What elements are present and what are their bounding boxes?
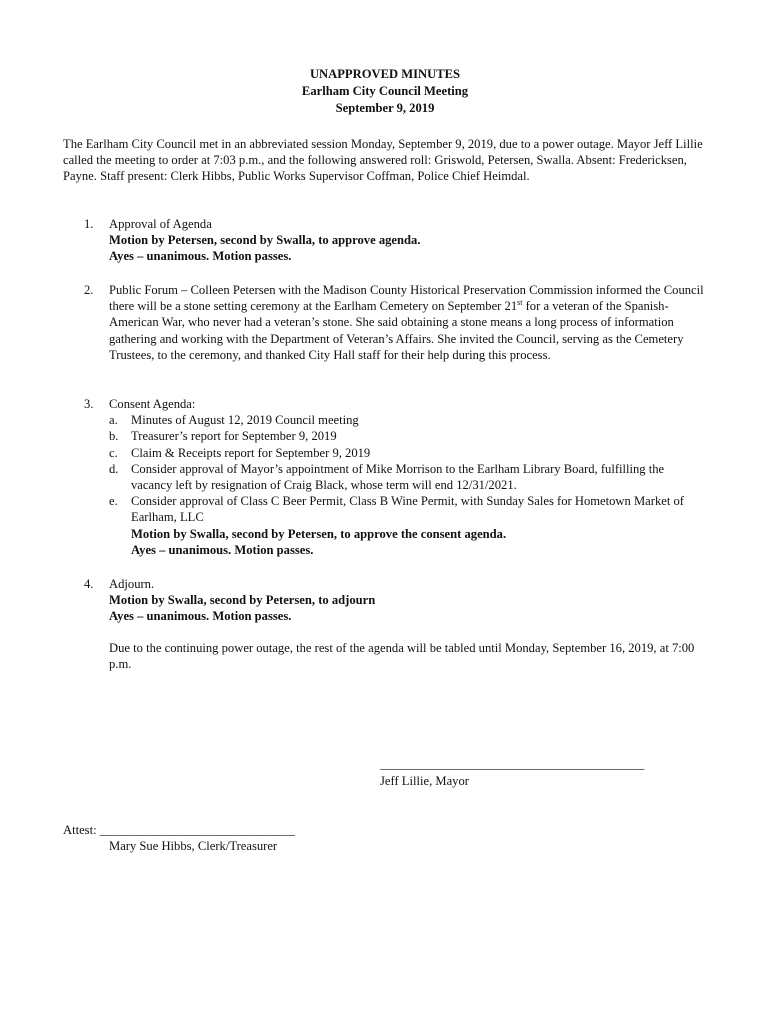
- mayor-signature-line: __________________________________________: [380, 757, 645, 771]
- agenda-item-2: [84, 282, 704, 363]
- ordinal-suffix: st: [517, 298, 523, 308]
- item-result: Ayes – unanimous. Motion passes.: [109, 609, 292, 624]
- item-title: Consent Agenda:: [109, 397, 196, 411]
- consent-sub-item-a: a. Minutes of August 12, 2019 Council meeting: [109, 413, 359, 428]
- mayor-name: Jeff Lillie, Mayor: [380, 774, 469, 788]
- agenda-item-4: [84, 576, 704, 625]
- intro-paragraph: The Earlham City Council met in an abbreviated session Monday, September 9, 2019, due to a power outage. Mayor Jeff Lillie called the meeting to order at 7:03 p.m., and the following answered roll: Griswold, Petersen, Swalla. Absent: Fredericksen, Payne. Staff present: Clerk Hibbs, Public Works Supervisor Coffman, Police Chief Heimdal.: [63, 137, 703, 184]
- document-header: [0, 66, 770, 117]
- item-title: Approval of Agenda: [109, 217, 212, 231]
- item-title: Adjourn.: [109, 577, 155, 591]
- item-motion: Motion by Swalla, second by Petersen, to adjourn: [109, 593, 376, 608]
- attest-line: Attest: _______________________________: [63, 823, 295, 837]
- consent-sub-item-e: e. Consider approval of Class C Beer Permit, Class B Wine Permit, with Sunday Sales for Hometown Market of Earlham, LLC: [109, 494, 684, 525]
- item-motion: Motion by Swalla, second by Petersen, to approve the consent agenda.: [131, 526, 507, 541]
- item-number: 2.: [84, 283, 94, 297]
- closing-paragraph: Due to the continuing power outage, the rest of the agenda will be tabled until Monday, September 16, 2019, at 7:00 p.m.: [109, 641, 695, 672]
- consent-sub-item-d: d. Consider approval of Mayor’s appointment of Mike Morrison to the Earlham Library Board, fulfilling the vacancy left by resignation of Craig Black, whose term will end 12/31/2021.: [109, 461, 665, 493]
- clerk-name: Mary Sue Hibbs, Clerk/Treasurer: [109, 839, 278, 853]
- header-date: September 9, 2019: [335, 101, 435, 115]
- item-result: Ayes – unanimous. Motion passes.: [109, 249, 292, 264]
- item-number: 3.: [84, 397, 94, 411]
- header-meeting-name: Earlham City Council Meeting: [301, 84, 469, 98]
- public-forum-text: Public Forum – Colleen Petersen with the Madison County Historical Preservation Commission informed the Council there will be a stone setting ceremony at the Earlham Cemetery on September 21st for a veteran of the Spanish-American War, who never had a veteran’s stone. She said obtaining a stone means a long process of information gathering and working with the Department of Veteran’s Affairs. She invited the Council, serving as the Cemetery Trustees, to the ceremony, and thanked City Hall staff for their help during this process.: [109, 283, 704, 362]
- item-result: Ayes – unanimous. Motion passes.: [131, 542, 314, 557]
- item-number: 4.: [84, 577, 94, 591]
- item-number: 1.: [84, 217, 94, 231]
- agenda-item-3: [84, 396, 704, 558]
- agenda-item-1: [84, 216, 704, 265]
- consent-sub-item-c: c. Claim & Receipts report for September 9, 2019: [109, 445, 371, 460]
- item-motion: Motion by Petersen, second by Swalla, to approve agenda.: [109, 233, 421, 248]
- header-title: UNAPPROVED MINUTES: [309, 67, 461, 81]
- consent-sub-item-b: b. Treasurer’s report for September 9, 2019: [109, 429, 337, 444]
